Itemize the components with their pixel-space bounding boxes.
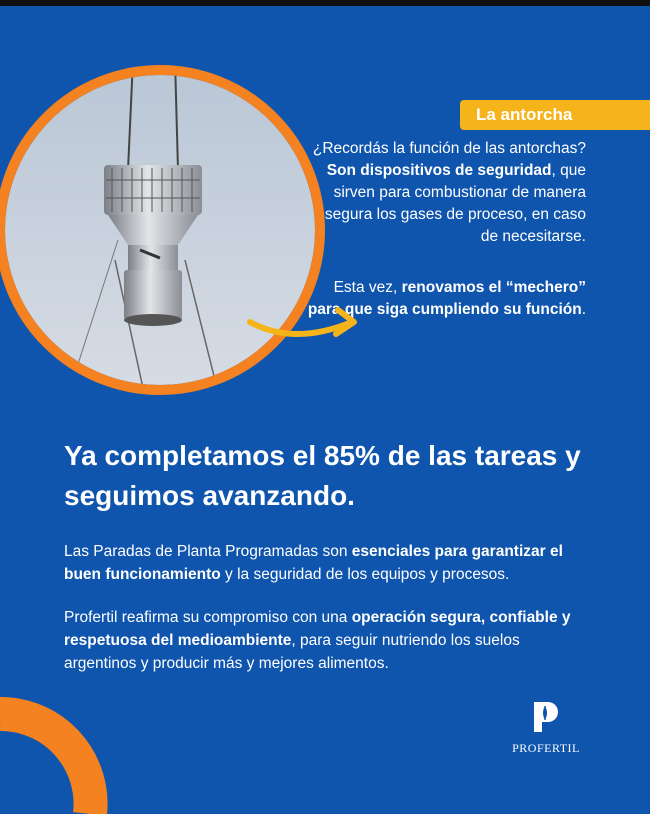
section-tag: La antorcha bbox=[460, 100, 650, 130]
flare-renewal-note: Esta vez, renovamos el “mechero” para que siga cumpliendo su función. bbox=[307, 279, 586, 318]
decorative-corner-arc bbox=[0, 690, 130, 814]
headline: Ya completamos el 85% de las tareas y seguimos avanzando. bbox=[64, 440, 581, 511]
profertil-logo bbox=[506, 700, 586, 756]
body-paragraph-1: Las Paradas de Planta Programadas son esenciales para garantizar el buen funcionamiento y la seguridad de los equipos y procesos. bbox=[64, 543, 563, 583]
arrow-icon bbox=[244, 296, 364, 356]
flare-description: ¿Recordás la función de las antorchas? Son dispositivos de seguridad, que sirven para combustionar de manera segura los gases de proceso, en caso de necesitarse. bbox=[312, 140, 586, 245]
logo-wordmark: PROFERTIL bbox=[512, 741, 580, 755]
profertil-logo-icon bbox=[532, 700, 560, 734]
body-paragraph-2: Profertil reafirma su compromiso con una operación segura, confiable y respetuosa del medioambiente, para seguir nutriendo los suelos argentinos y producir más y mejores alimentos. bbox=[64, 609, 571, 672]
flare-photo bbox=[0, 0, 340, 420]
